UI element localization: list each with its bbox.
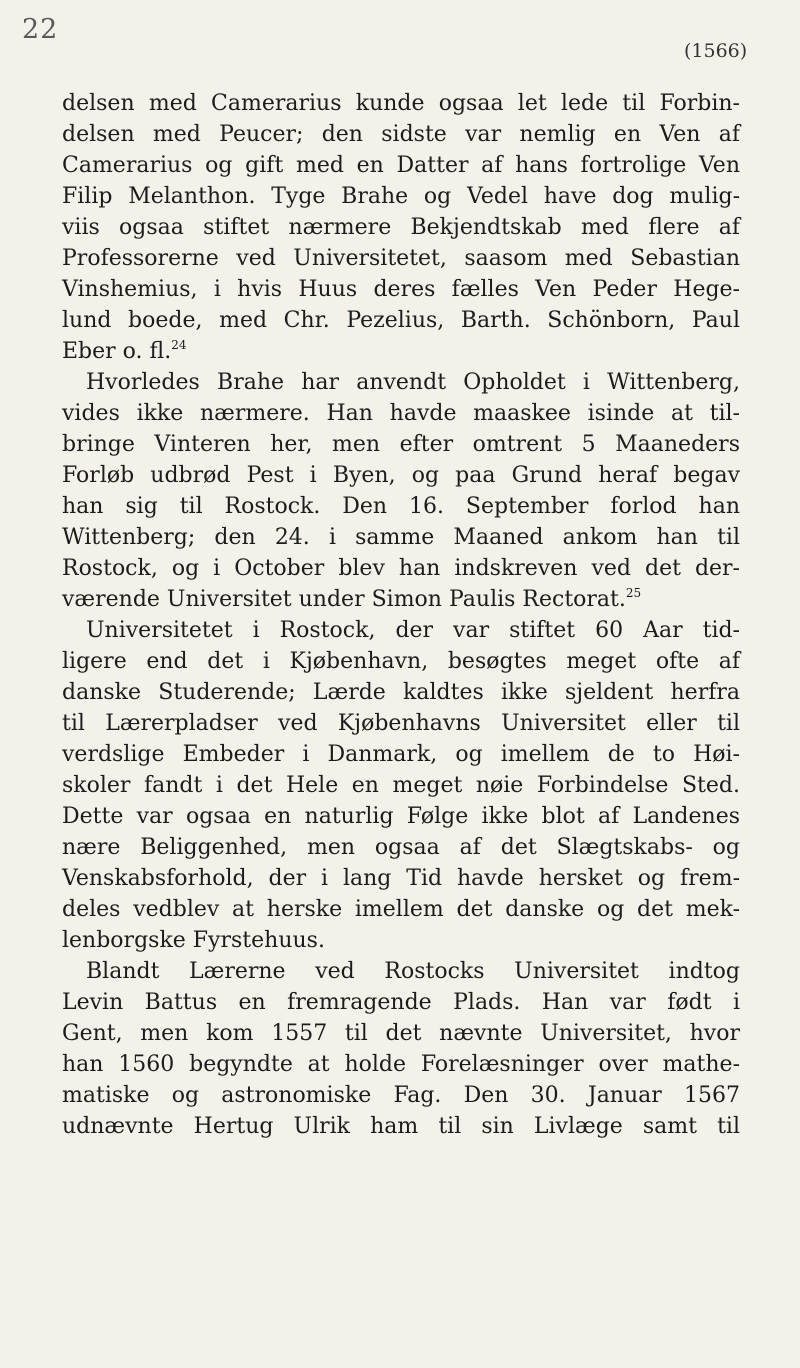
year-marker: (1566): [684, 40, 748, 62]
text-line: [62, 150, 740, 181]
text-line: [62, 956, 740, 987]
line-text: Dette var ogsaa en naturlig Følge ikke blot af Landenes: [62, 804, 740, 829]
text-line: [62, 491, 740, 522]
line-text: Filip Melanthon. Tyge Brahe og Vedel have dog mulig-: [62, 184, 740, 209]
line-text: vides ikke nærmere. Han havde maaskee isinde at til-: [62, 401, 740, 426]
line-text: viis ogsaa stiftet nærmere Bekjendtskab med flere af: [62, 215, 740, 240]
text-line: [62, 987, 740, 1018]
page-number: 22: [22, 14, 59, 45]
text-line: [62, 243, 740, 274]
line-text: delsen med Peucer; den sidste var nemlig en Ven af: [62, 122, 740, 147]
text-line: [62, 367, 740, 398]
footnote-marker: 25: [625, 586, 642, 600]
line-text: lenborgske Fyrstehuus.: [62, 928, 325, 953]
line-text: Levin Battus en fremragende Plads. Han var født i: [62, 990, 740, 1015]
text-line: [62, 677, 740, 708]
body-text: [62, 88, 740, 1142]
line-text: Professorerne ved Universitetet, saasom med Sebastian: [62, 246, 740, 271]
line-text: lund boede, med Chr. Pezelius, Barth. Schönborn, Paul: [62, 308, 740, 333]
line-text: nære Beliggenhed, men ogsaa af det Slægtskabs- og: [62, 835, 740, 860]
line-text: Camerarius og gift med en Datter af hans fortrolige Ven: [62, 153, 740, 178]
text-line: [62, 739, 740, 770]
text-line: [62, 460, 740, 491]
text-line: [62, 88, 740, 119]
text-line: [62, 1018, 740, 1049]
line-text: danske Studerende; Lærde kaldtes ikke sjeldent herfra: [62, 680, 740, 705]
line-text: ligere end det i Kjøbenhavn, besøgtes meget ofte af: [62, 649, 740, 674]
line-text: til Lærerpladser ved Kjøbenhavns Universitet eller til: [62, 711, 740, 736]
line-text: udnævnte Hertug Ulrik ham til sin Livlæge samt til: [62, 1114, 740, 1139]
line-text: deles vedblev at herske imellem det danske og det mek-: [62, 897, 740, 922]
text-line: [62, 894, 740, 925]
text-line: [62, 398, 740, 429]
text-line: [62, 863, 740, 894]
text-line: [62, 708, 740, 739]
text-line: [62, 274, 740, 305]
line-text: bringe Vinteren her, men efter omtrent 5 Maaneders: [62, 432, 740, 457]
text-line: [62, 181, 740, 212]
text-line: [62, 522, 740, 553]
line-text: matiske og astronomiske Fag. Den 30. Januar 1567: [62, 1083, 740, 1108]
line-text: Rostock, og i October blev han indskreven ved det der-: [62, 556, 740, 581]
text-line: [62, 615, 740, 646]
line-text: Eber o. fl.: [62, 339, 172, 364]
text-line: [62, 336, 740, 367]
text-line: [62, 832, 740, 863]
text-line: [62, 1111, 740, 1142]
line-text: skoler fandt i det Hele en meget nøie Forbindelse Sted.: [62, 773, 740, 798]
line-text: Gent, men kom 1557 til det nævnte Universitet, hvor: [62, 1021, 740, 1046]
line-text: han 1560 begyndte at holde Forelæsninger over mathe-: [62, 1052, 740, 1077]
text-line: [62, 429, 740, 460]
text-line: [62, 212, 740, 243]
text-line: [62, 119, 740, 150]
line-text: Blandt Lærerne ved Rostocks Universitet indtog: [86, 959, 740, 984]
text-line: [62, 1049, 740, 1080]
line-text: delsen med Camerarius kunde ogsaa let lede til Forbin-: [62, 91, 740, 116]
line-text: Forløb udbrød Pest i Byen, og paa Grund heraf begav: [62, 463, 740, 488]
text-line: [62, 801, 740, 832]
text-line: [62, 646, 740, 677]
line-text: Wittenberg; den 24. i samme Maaned ankom han til: [62, 525, 740, 550]
text-line: [62, 305, 740, 336]
line-text: han sig til Rostock. Den 16. September forlod han: [62, 494, 740, 519]
text-line: [62, 584, 740, 615]
footnote-marker: 24: [171, 338, 187, 352]
text-line: [62, 553, 740, 584]
line-text: Universitetet i Rostock, der var stiftet 60 Aar tid-: [86, 618, 740, 643]
line-text: verdslige Embeder i Danmark, og imellem de to Høi-: [62, 742, 740, 767]
line-text: værende Universitet under Simon Paulis Rectorat.: [62, 587, 626, 612]
line-text: Venskabsforhold, der i lang Tid havde hersket og frem-: [62, 866, 740, 891]
text-line: [62, 770, 740, 801]
text-line: [62, 925, 740, 956]
line-text: Hvorledes Brahe har anvendt Opholdet i Wittenberg,: [86, 370, 740, 395]
line-text: Vinshemius, i hvis Huus deres fælles Ven Peder Hege-: [62, 277, 740, 302]
text-line: [62, 1080, 740, 1111]
